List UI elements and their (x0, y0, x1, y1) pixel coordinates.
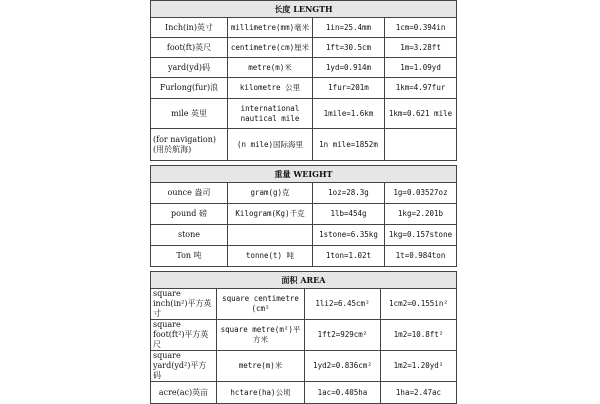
table-row (151, 225, 457, 246)
area-cell: 1ac=0.405ha (305, 382, 381, 404)
area-table (150, 271, 457, 404)
table-row (151, 99, 457, 129)
weight-cell: stone (151, 225, 228, 246)
weight-cell: 1g=0.03527oz (385, 183, 457, 204)
length-cell: 1fur=201m (313, 78, 385, 99)
area-cell: 1m2=10.8ft² (381, 320, 457, 351)
area-cell: 1yd2=0.836cm² (305, 351, 381, 382)
table-row (151, 38, 457, 58)
weight-cell: 1lb=454g (313, 204, 385, 225)
weight-cell: gram(g)克 (228, 183, 313, 204)
length-cell: Furlong(fur)浪 (151, 78, 228, 99)
area-cell: metre(m)米 (217, 351, 305, 382)
weight-cell: tonne(t) 吨 (228, 246, 313, 267)
weight-table (150, 165, 457, 267)
weight-cell: ounce 盎司 (151, 183, 228, 204)
length-cell: 1m=1.09yd (385, 58, 457, 78)
length-cell: international nautical mile (228, 99, 313, 129)
weight-cell: 1stone=6.35kg (313, 225, 385, 246)
length-cell (385, 129, 457, 161)
length-cell: 1km=4.97fur (385, 78, 457, 99)
length-cell: (for navigation)(用於航海) (151, 129, 228, 161)
length-cell: mile 英里 (151, 99, 228, 129)
table-row (151, 18, 457, 38)
length-cell: 1yd=0.914m (313, 58, 385, 78)
length-cell: foot(ft)英尺 (151, 38, 228, 58)
weight-cell: 1oz=28.3g (313, 183, 385, 204)
length-cell: centimetre(cm)厘米 (228, 38, 313, 58)
unit-conversion-tables (150, 0, 456, 404)
length-cell: kilometre 公里 (228, 78, 313, 99)
area-cell: square centimetre (cm² (217, 289, 305, 320)
length-cell: 1km=0.621 mile (385, 99, 457, 129)
length-cell: Inch(in)英寸 (151, 18, 228, 38)
length-cell: 1mile=1.6km (313, 99, 385, 129)
area-cell: acre(ac)英亩 (151, 382, 217, 404)
table-row (151, 320, 457, 351)
table-row (151, 382, 457, 404)
area-cell: 1ft2=929cm² (305, 320, 381, 351)
length-cell: 1ft=30.5cm (313, 38, 385, 58)
length-cell: metre(m)米 (228, 58, 313, 78)
weight-cell: Kilogram(Kg)千克 (228, 204, 313, 225)
length-cell: 1cm=0.394in (385, 18, 457, 38)
table-row (151, 246, 457, 267)
table-row (151, 204, 457, 225)
length-cell: 1n mile=1852m (313, 129, 385, 161)
table-row (151, 183, 457, 204)
area-cell: 1m2=1.20yd² (381, 351, 457, 382)
area-cell: square inch(in²)平方英寸 (151, 289, 217, 320)
weight-cell: 1kg=0.157stone (385, 225, 457, 246)
weight-title: 重量 WEIGHT (151, 166, 457, 183)
table-row (151, 58, 457, 78)
area-cell: hctare(ha)公顷 (217, 382, 305, 404)
area-cell: square metre(m²)平方米 (217, 320, 305, 351)
length-cell: 1in=25.4mm (313, 18, 385, 38)
area-cell: 1ha=2.47ac (381, 382, 457, 404)
weight-cell: 1kg=2.201b (385, 204, 457, 225)
weight-cell: 1ton=1.02t (313, 246, 385, 267)
area-title: 面积 AREA (151, 272, 457, 289)
length-table (150, 0, 457, 161)
area-cell: 1li2=6.45cm² (305, 289, 381, 320)
table-row (151, 78, 457, 99)
length-cell: (n mile)国际海里 (228, 129, 313, 161)
table-row (151, 129, 457, 161)
weight-cell (228, 225, 313, 246)
length-cell: 1m=3.28ft (385, 38, 457, 58)
table-row (151, 351, 457, 382)
area-cell: square yard(yd²)平方码 (151, 351, 217, 382)
weight-cell: Ton 吨 (151, 246, 228, 267)
area-cell: 1cm2=0.155in² (381, 289, 457, 320)
length-title: 长度 LENGTH (151, 1, 457, 18)
weight-cell: pound 磅 (151, 204, 228, 225)
table-row (151, 289, 457, 320)
area-cell: square foot(ft²)平方英尺 (151, 320, 217, 351)
weight-cell: 1t=0.984ton (385, 246, 457, 267)
length-cell: yard(yd)码 (151, 58, 228, 78)
length-cell: millimetre(mm)毫米 (228, 18, 313, 38)
